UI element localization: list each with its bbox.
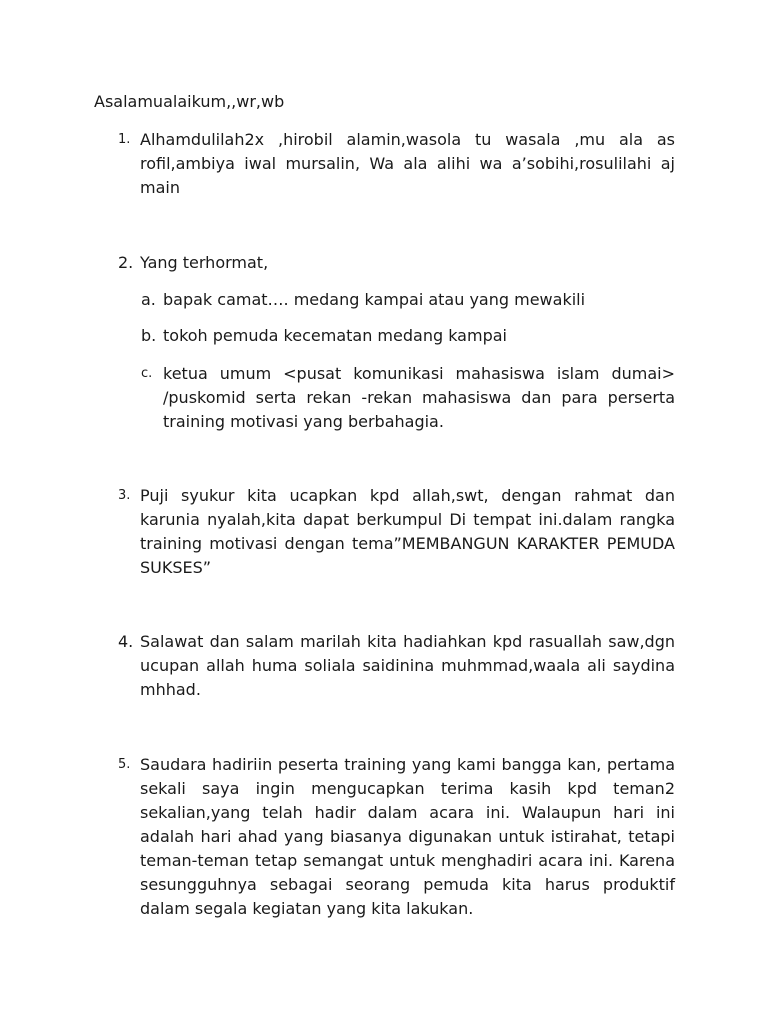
list-item-1 [118,128,675,200]
sub-item-text: bapak camat…. medang kampai atau yang mewakili [163,290,586,309]
greeting: Asalamualaikum,,wr,wb [94,92,285,111]
list-item-text: Alhamdulilah2x ,hirobil alamin,wasola tu wasala ,mu ala as rofil,ambiya iwal mursalin, Wa ala alihi wa a’sobihi,rosulilahi aj main [140,130,675,197]
list-item-text: Saudara hadiriin peserta training yang kami bangga kan, pertama sekali saya ingin mengucapkan terima kasih kpd teman2 sekalian,yang telah hadir dalam acara ini. Walaupun hari ini adalah hari ahad yang biasanya digunakan untuk istirahat, tetapi teman-teman tetap semangat untuk menghadiri acara ini. Karena sesungguhnya sebagai seorang pemuda kita harus produktif dalam segala kegiatan yang kita lakukan. [140,755,675,918]
list-item-4 [118,630,675,702]
list-item-text: Salawat dan salam marilah kita hadiahkan kpd rasuallah saw,dgn ucupan allah huma soliala saidinina muhmmad,waala ali saydina mhhad. [140,632,675,699]
sub-marker: b. [141,326,157,345]
sub-marker: c. [141,366,153,381]
list-item-2 [118,251,675,275]
list-marker: 4. [118,632,134,651]
list-marker: 2. [118,253,134,272]
list-item-text: Puji syukur kita ucapkan kpd allah,swt, dengan rahmat dan karunia nyalah,kita dapat berkumpul Di tempat ini.dalam rangka training motivasi dengan tema”MEMBANGUN KARAKTER PEMUDA SUKSES” [140,486,675,577]
sub-item-text: ketua umum <pusat komunikasi mahasiswa islam dumai> /puskomid serta rekan -rekan mahasiswa dan para perserta training motivasi yang berbahagia. [163,364,675,431]
list-item-3 [118,484,675,580]
list-marker: 1. [118,132,131,147]
sub-item-c [141,362,675,434]
list-marker: 3. [118,488,131,503]
sub-marker: a. [141,290,156,309]
sub-item-text: tokoh pemuda kecematan medang kampai [163,326,507,345]
list-marker: 5. [118,757,131,772]
list-item-text: Yang terhormat, [140,253,269,272]
sub-item-a [141,288,675,312]
list-item-5 [118,753,675,921]
sub-item-b [141,324,675,348]
